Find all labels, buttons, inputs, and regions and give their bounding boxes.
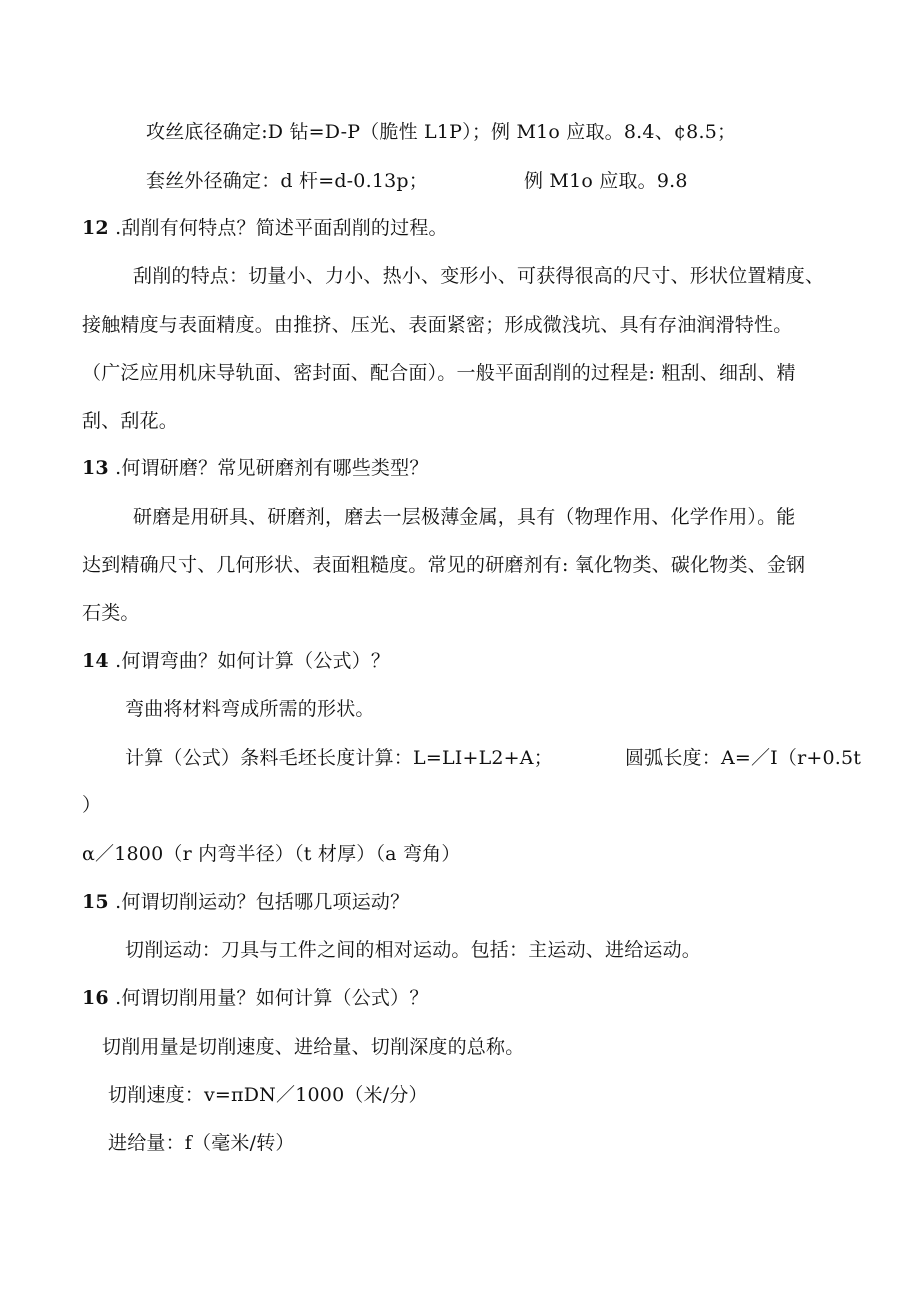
- answer-16-line-3: [108, 1131, 295, 1155]
- answer-15-line-1: [125, 938, 701, 962]
- question-13-text: .何谓研磨？常见研磨剂有哪些类型？: [115, 457, 429, 479]
- question-15-text: .何谓切削运动？包括哪几项运动？: [115, 891, 410, 913]
- answer-12-text-4: 刮、刮花。: [82, 410, 179, 432]
- answer-12-line-4: [82, 409, 178, 433]
- question-16: [82, 986, 429, 1010]
- answer-12-text-2: 接触精度与表面精度。由推挤、压光、表面紧密；形成微浅坑、具有存油润滑特性。: [82, 314, 793, 336]
- answer-15-text-1: 切削运动：刀具与工件之间的相对运动。包括：主运动、进给运动。: [125, 939, 702, 961]
- die-rod-line: [146, 169, 688, 193]
- question-14-text: .何谓弯曲？如何计算（公式）？: [115, 650, 391, 672]
- answer-14-text-4: α／1800（r 内弯半径）（t 材厚）（a 弯角）: [82, 843, 461, 865]
- question-16-number: 16: [82, 987, 109, 1009]
- answer-14-line-1: [125, 697, 375, 721]
- answer-14-length-formula: 计算（公式）条料毛坯长度计算：L=LI+L2+A；: [125, 747, 553, 769]
- answer-14-line-3: [82, 793, 101, 817]
- answer-12-line-1: [133, 264, 824, 288]
- question-14: [82, 649, 390, 673]
- die-rod-text: 套丝外径确定：d 杆=d-0.13p；: [146, 170, 428, 192]
- answer-16-line-1: [102, 1035, 524, 1059]
- answer-14-text-3: ）: [82, 794, 102, 816]
- question-12-number: 12: [82, 217, 109, 239]
- question-13: [82, 456, 429, 480]
- question-12: [82, 216, 448, 240]
- question-13-number: 13: [82, 457, 109, 479]
- question-15-number: 15: [82, 891, 109, 913]
- answer-16-line-2: [108, 1083, 428, 1107]
- question-16-text: .何谓切削用量？如何计算（公式）？: [115, 987, 429, 1009]
- answer-13-line-1: [133, 505, 796, 529]
- answer-13-line-3: [82, 601, 140, 625]
- answer-13-text-2: 达到精确尺寸、几何形状、表面粗糙度。常见的研磨剂有: 氧化物类、碳化物类、金钢: [82, 554, 806, 576]
- answer-13-line-2: [82, 553, 805, 577]
- tap-drill-text: 攻丝底径确定:D 钻=D-P（脆性 L1P）；例 M1o 应取。8.4、¢8.5；: [146, 121, 737, 143]
- tap-drill-line: [146, 120, 736, 144]
- answer-12-text-3: （广泛应用机床导轨面、密封面、配合面）。一般平面刮削的过程是: 粗刮、细刮、精: [82, 362, 796, 384]
- answer-14-arc-formula: 圆弧长度：A=／I（r+0.5t: [624, 747, 862, 769]
- die-rod-example: 例 M1o 应取。9.8: [523, 170, 688, 192]
- answer-13-text-3: 石类。: [82, 602, 140, 624]
- answer-14-line-4: [82, 842, 461, 866]
- cutting-speed-formula: 切削速度：v=πDN／1000（米/分）: [108, 1084, 428, 1106]
- answer-13-text-1: 研磨是用研具、研磨剂，磨去一层极薄金属，具有（物理作用、化学作用）。能: [133, 506, 796, 528]
- answer-12-line-2: [82, 313, 792, 337]
- answer-12-text-1: 刮削的特点：切量小、力小、热小、变形小、可获得很高的尺寸、形状位置精度、: [133, 265, 825, 287]
- question-14-number: 14: [82, 650, 109, 672]
- answer-12-line-3: [82, 361, 796, 385]
- question-15: [82, 890, 409, 914]
- answer-16-text-1: 切削用量是切削速度、进给量、切削深度的总称。: [102, 1036, 525, 1058]
- answer-14-line-2: [125, 746, 861, 770]
- feed-rate-formula: 进给量：f（毫米/转）: [108, 1132, 295, 1154]
- question-12-text: .刮削有何特点？简述平面刮削的过程。: [115, 217, 448, 239]
- answer-14-text-1: 弯曲将材料弯成所需的形状。: [125, 698, 375, 720]
